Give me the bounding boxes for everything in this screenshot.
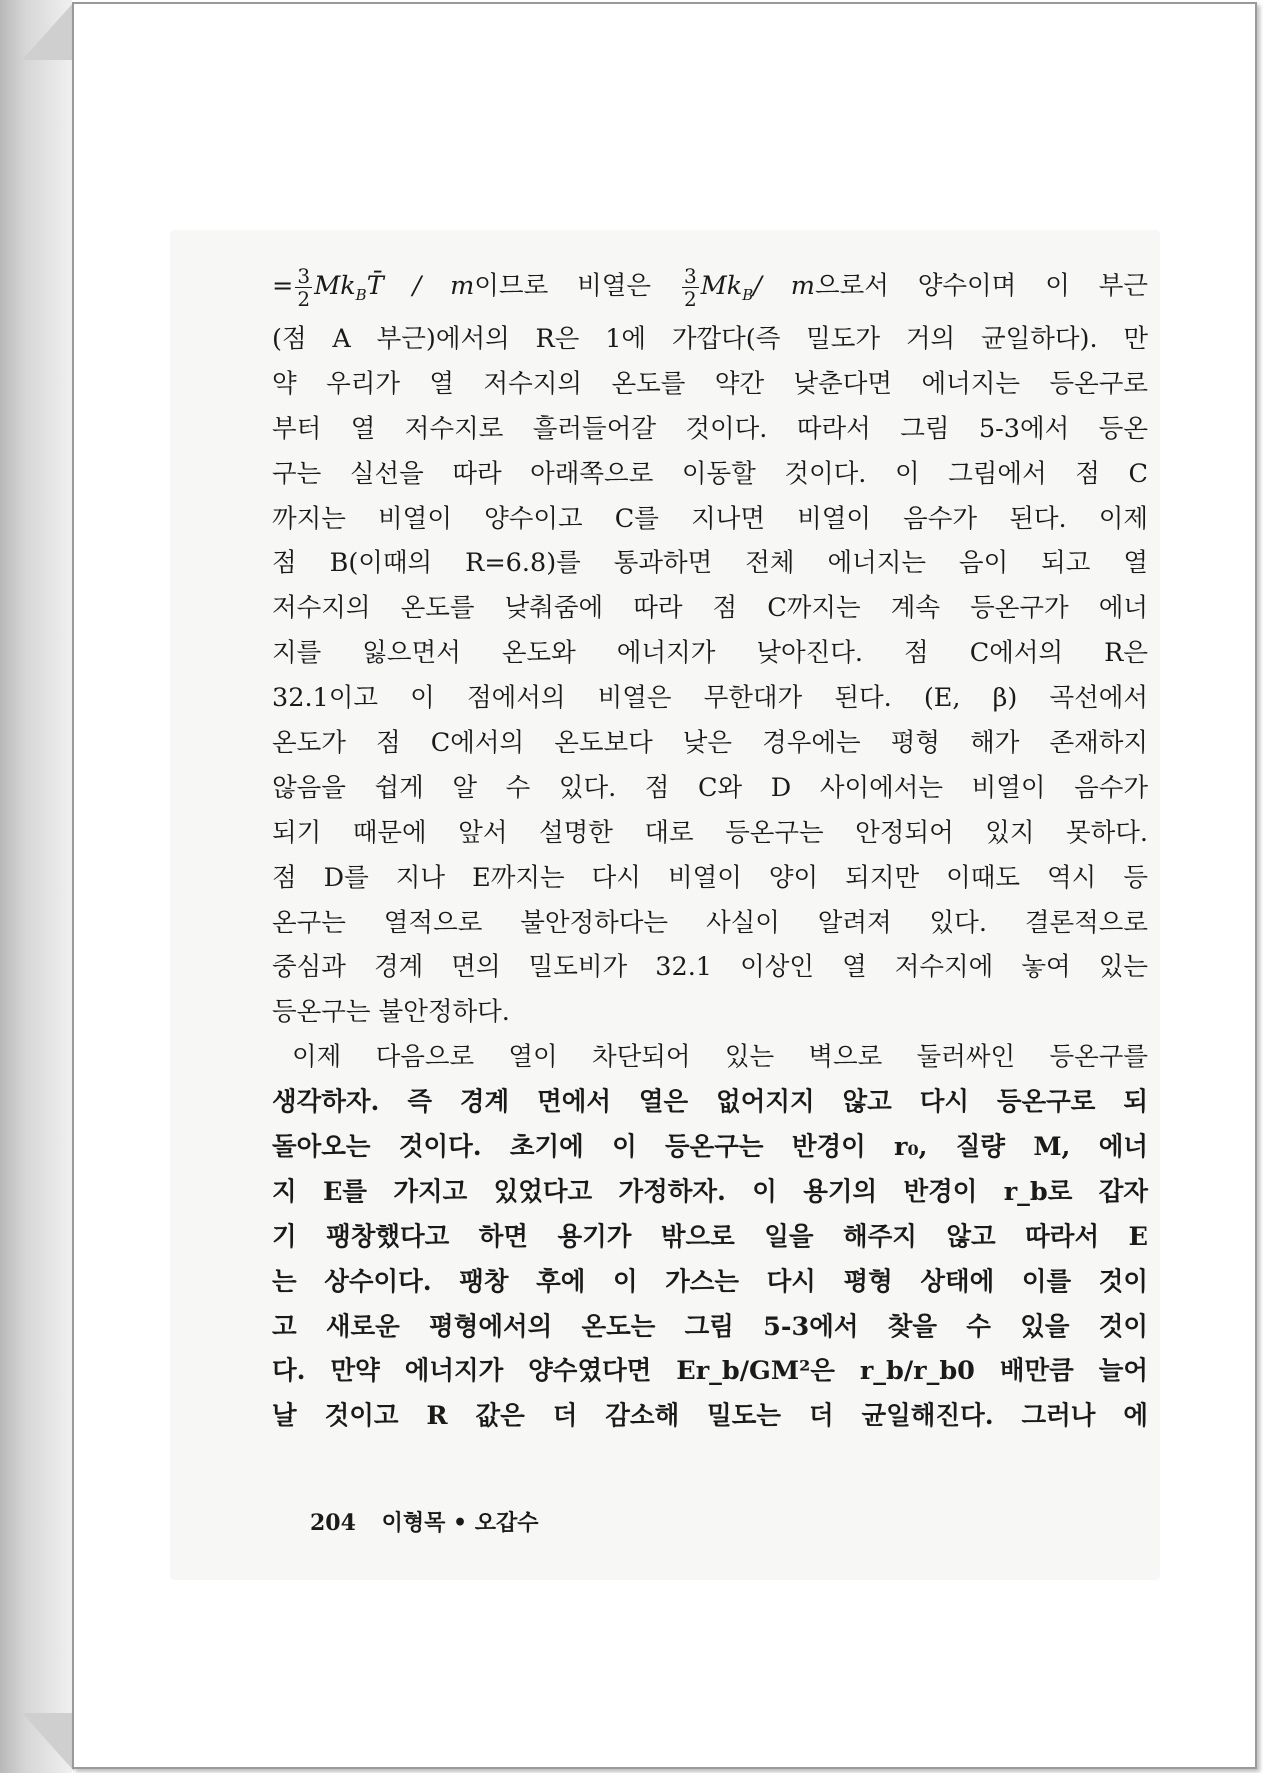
text-line: 생각하자. 즉 경계 면에서 열은 없어지지 않고 다시 등온구로 되 (272, 1087, 1148, 1118)
text-line: 기 팽창했다고 하면 용기가 밖으로 일을 해주지 않고 따라서 E (272, 1221, 1148, 1252)
text-line: 중심과 경계 면의 밀도비가 32.1 이상인 열 저수지에 놓여 있는 (272, 952, 1148, 983)
math-term: T̄ / m (366, 271, 475, 301)
fraction-numerator: 3 (683, 263, 697, 288)
text-line: 약 우리가 열 저수지의 온도를 약간 낮춘다면 에너지는 등온구로 (272, 368, 1148, 399)
text-line: 는 상수이다. 팽창 후에 이 가스는 다시 평형 상태에 이를 것이 (272, 1266, 1148, 1297)
text-line: 점 D를 지나 E까지는 다시 비열이 양이 되지만 이때도 역시 등 (272, 862, 1148, 893)
math-term: / m (753, 271, 815, 301)
text-line: 부터 열 저수지로 흘러들어갈 것이다. 따라서 그림 5-3에서 등온 (272, 413, 1148, 444)
fraction-three-halves (682, 265, 699, 310)
text-line: 않음을 쉽게 알 수 있다. 점 C와 D 사이에서는 비열이 음수가 (272, 772, 1148, 803)
math-subscript: B (742, 286, 754, 305)
fraction-denominator: 2 (683, 286, 697, 311)
text-line: 다. 만약 에너지가 양수였다면 Er_b/GM²은 r_b/r_b0 배만큼 늘어 (272, 1356, 1148, 1387)
text-line: 온도가 점 C에서의 온도보다 낮은 경우에는 평형 해가 존재하지 (272, 728, 1148, 759)
math-subscript: B (355, 286, 367, 305)
text-line: 되기 때문에 앞서 설명한 대로 등온구는 안정되어 있지 못하다. (272, 817, 1148, 848)
text-line: 등온구는 불안정하다. (272, 997, 510, 1028)
running-footer-authors: 이형목 • 오갑수 (381, 1510, 539, 1536)
page-body (272, 255, 1148, 1439)
text-line: 이제 다음으로 열이 차단되어 있는 벽으로 둘러싸인 등온구를 (292, 1042, 1148, 1073)
equals-sign: = (272, 271, 294, 301)
fraction-numerator: 3 (297, 263, 311, 288)
text-line: 지를 잃으면서 온도와 에너지가 낮아진다. 점 C에서의 R은 (272, 638, 1148, 669)
equation-text: 이므로 비열은 (474, 271, 652, 301)
text-line: (점 A 부근)에서의 R은 1에 가깝다(즉 밀도가 거의 균일하다). 만 (272, 324, 1148, 354)
book-spine (0, 0, 72, 1773)
text-line: 고 새로운 평형에서의 온도는 그림 5-3에서 찾을 수 있을 것이 (272, 1311, 1148, 1342)
text-line: 온구는 열적으로 불안정하다는 사실이 알려져 있다. 결론적으로 (272, 907, 1148, 938)
page-number: 204 (310, 1510, 356, 1536)
text-line: 날 것이고 R 값은 더 감소해 밀도는 더 균일해진다. 그러나 에 (272, 1401, 1148, 1432)
math-term: Mk (314, 271, 356, 301)
equation-line (272, 255, 1148, 317)
math-term: Mk (700, 271, 743, 301)
text-line: 점 B(이때의 R=6.8)를 통과하면 전체 에너지는 음이 되고 열 (272, 548, 1148, 579)
text-line: 돌아오는 것이다. 초기에 이 등온구는 반경이 r₀, 질량 M, 에너 (272, 1132, 1148, 1163)
text-line: 저수지의 온도를 낮춰줌에 따라 점 C까지는 계속 등온구가 에너 (272, 593, 1148, 624)
text-line: 구는 실선을 따라 아래쪽으로 이동할 것이다. 이 그림에서 점 C (272, 458, 1148, 489)
fraction-three-halves (295, 265, 312, 310)
text-line: 지 E를 가지고 있었다고 가정하자. 이 용기의 반경이 r_b로 갑자 (272, 1176, 1148, 1207)
equation-text: 으로서 양수이며 이 부근 (814, 271, 1149, 301)
text-line: 32.1이고 이 점에서의 비열은 무한대가 된다. (E, β) 곡선에서 (272, 683, 1148, 714)
text-line: 까지는 비열이 양수이고 C를 지나면 비열이 음수가 된다. 이제 (272, 503, 1148, 534)
fraction-denominator: 2 (297, 286, 311, 311)
page-footer (310, 1506, 539, 1537)
